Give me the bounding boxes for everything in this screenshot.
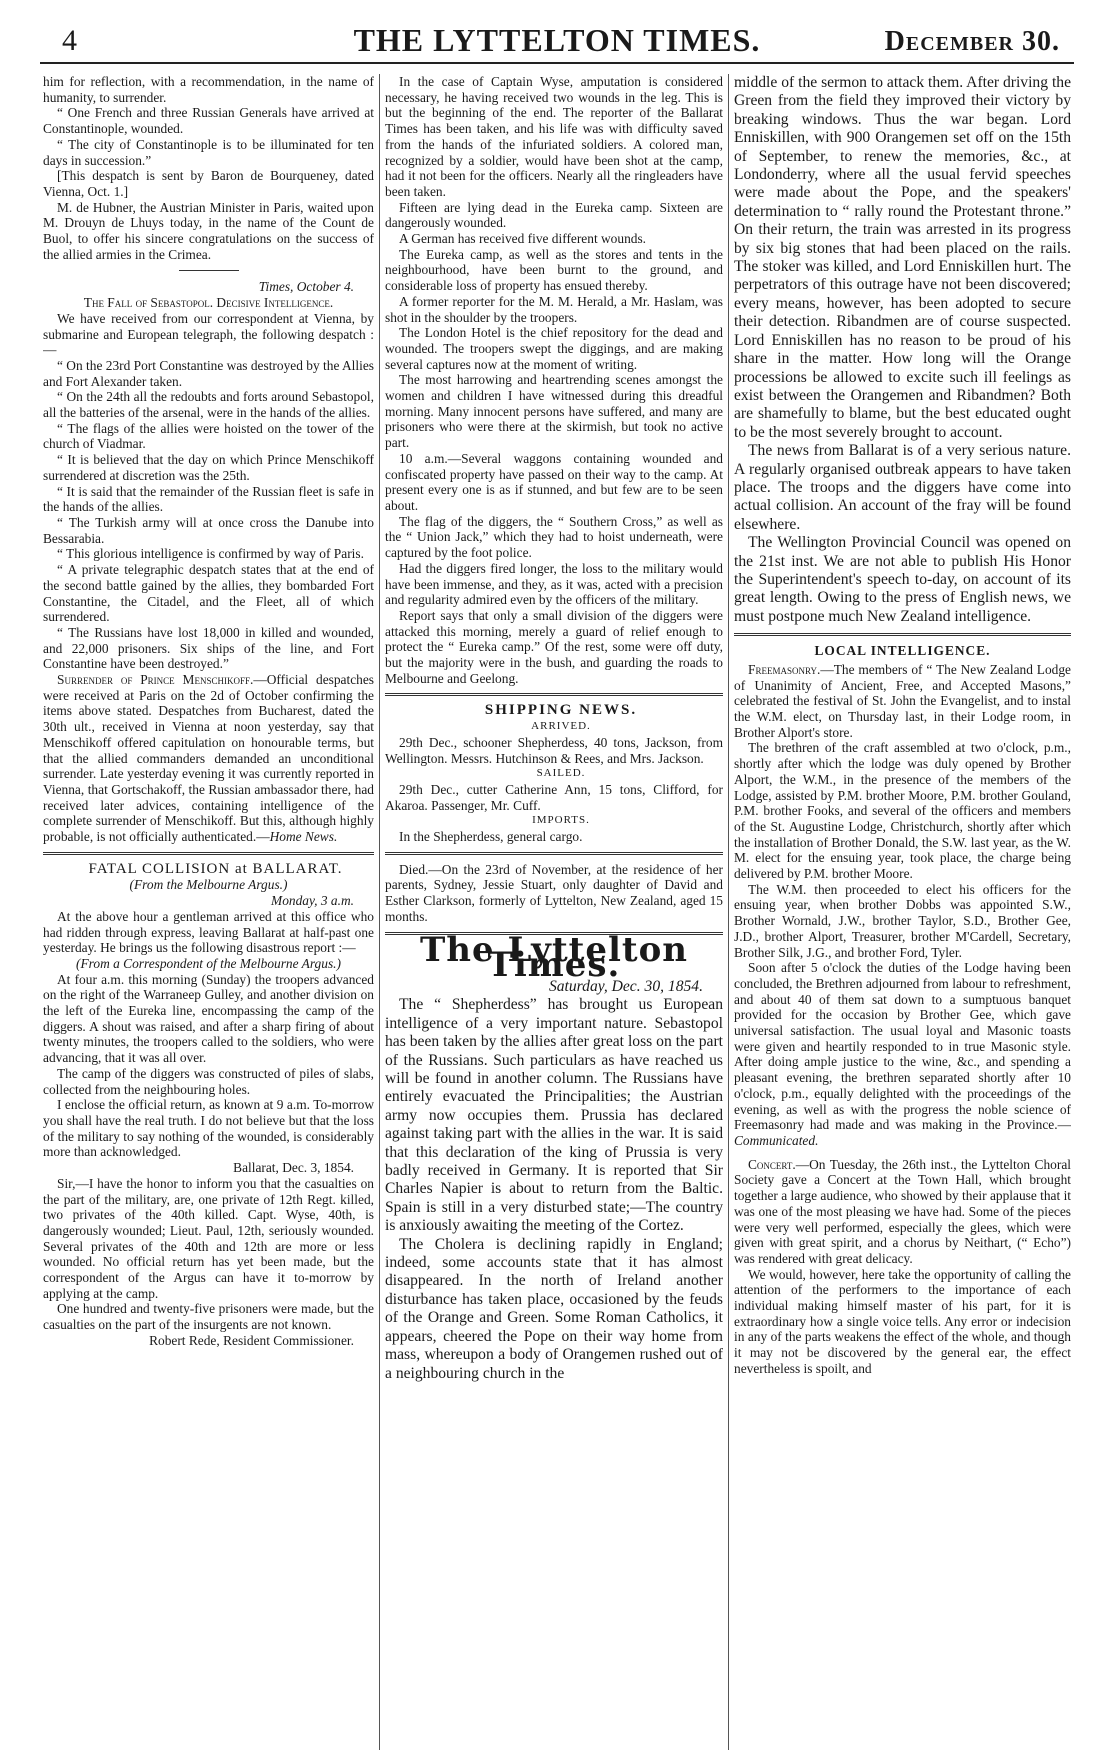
paragraph: One hundred and twenty-five prisoners were made, but the casualties on the part of the insurgents are not known.: [43, 1301, 374, 1333]
paragraph: middle of the sermon to attack them. After driving the Green from the field they improved their victory by breaking windows. Thus the war began. Lord Enniskillen, with 900 Orangemen set off on the 15th of September, to renew the memories, &c., at Londonderry, where all the usual fervid speeches were made about the Pope, and the speakers' determination to “ rally round the Protestant throne.” On their return, the train was arrested in its progress by six big stones that had been placed on the rails. The stoker was killed, and Lord Enniskillen hurt. The perpetrators of this outrage have not been discovered; every means, however, has been adopted to secure their detection. Ribandmen are of course suspected. Lord Enniskillen has no reason to be proud of his share in the matter. How long will the Orange processions be allowed to excite such ill feelings as exist between the Orangemen and Ribandmen? Both are shamefully to blame, but the best educated ought to be the most severely brought to account.: [734, 74, 1071, 441]
paragraph: “ It is said that the remainder of the Russian fleet is safe in the hands of the allies.: [43, 483, 374, 515]
divider: [179, 270, 239, 271]
section-heading: LOCAL INTELLIGENCE.: [814, 643, 991, 659]
paragraph-text: —Official despatches were received at Paris on the 2d of October confirming the items above stated. Despatches from Bucharest, dated the 30th ult., received in Vienna at noon yesterday, say that Menschikoff offered capitulation on honourable terms, but that the allied commanders demanded an unconditional surrender. Late yesterday evening it was currently reported in Vienna, that Gortschakoff, the Russian ambassador there, had received later advices, containing intelligence of the complete surrender of Menschikoff. But this, although highly probable, is not officially authenticated.—: [43, 672, 374, 845]
paragraph-text: —On Tuesday, the 26th inst., the Lyttelton Choral Society gave a Concert at the Town Hall, which brought together a large audience, who showed by their applause that it was one of the most pleasing we have had. Some of the pieces were very well performed, especially the glees, which were given with great spirit, and a chorus by Neithart, (“ Echo”) was rendered with great delicacy.: [734, 1156, 1071, 1266]
paragraph: Had the diggers fired longer, the loss to the military would have been immense, and they, as it was, acted with a precision and regularity admired even by the officers of the military.: [385, 560, 723, 608]
subsection-label: SAILED.: [536, 767, 586, 780]
paragraph: “ It is believed that the day on which Prince Menschikoff surrendered at discretion was the 25th.: [43, 452, 374, 483]
paragraph: M. de Hubner, the Austrian Minister in Paris, waited upon M. Drouyn de Lhuys today, in the name of the Count de Buol, to offer his sincere congratulations on the success of the allied armies in the Crimea.: [43, 199, 374, 262]
paragraph: “ This glorious intelligence is confirmed by way of Paris.: [57, 546, 364, 562]
paragraph: 29th Dec., cutter Catherine Ann, 15 tons, Clifford, for Akaroa. Passenger, Mr. Cuff.: [385, 781, 723, 813]
paragraph: him for reflection, with a recommendation, in the name of humanity, to surrender.: [43, 74, 374, 105]
paragraph: At the above hour a gentleman arrived at this office who had ridden through express, leaving Ballarat at half-past one yesterday. He brings us the following disastrous report :—: [43, 908, 374, 956]
paragraph: “ The flags of the allies were hoisted on the tower of the church of Viadmar.: [43, 420, 374, 452]
paragraph: 10 a.m.—Several waggons containing wounded and confiscated property have passed on their way to the camp. At present every one is as if stunned, and but few are to be seen about.: [385, 450, 723, 513]
paragraph: A German has received five different wounds.: [399, 231, 647, 247]
paragraph: The news from Ballarat is of a very serious nature. A regularly organised outbreak appears to have taken place. The troops and the diggers have come into actual collision. An account of the fray will be found elsewhere.: [734, 442, 1071, 533]
issue-date: December 30.: [884, 26, 1060, 57]
paragraph: Fifteen are lying dead in the Eureka camp. Sixteen are dangerously wounded.: [385, 199, 723, 231]
divider: [385, 852, 723, 855]
column-rule: [379, 74, 380, 1750]
paragraph: In the case of Captain Wyse, amputation is considered necessary, he having received two wounds in the leg. This is but the beginning of the end. The reporter of the Ballarat Times has been taken, and his life was with difficulty saved from the hands of the infuriated soldiers. A colored man, recognized by a soldier, would have been shot at the camp, had it not been for the officers. Nearly all the ringleaders have been taken.: [385, 74, 723, 199]
column-left: [43, 74, 374, 1750]
column-middle: [385, 74, 723, 1750]
run-in-heading: Concert.: [748, 1156, 796, 1172]
column-rule: [728, 74, 729, 1750]
run-in-heading: Freemasonry.: [748, 661, 821, 677]
paragraph: The W.M. then proceeded to elect his officers for the ensuing year, when brother Dobbs was appointed S.W., Brother Wornald, J.W., brother Taylor, S.D., Brother Gee, J.D., brother Alport, Treasurer, brother M'Cardell, Secretary, Brother Silk, J.G., and brother Ford, Tyler.: [734, 881, 1071, 960]
paragraph: A former reporter for the M. M. Herald, a Mr. Haslam, was shot in the shoulder by the troopers.: [385, 293, 723, 325]
signature: Robert Rede, Resident Commissioner.: [149, 1332, 354, 1348]
paragraph: [734, 960, 1071, 1148]
paragraph: At four a.m. this morning (Sunday) the troopers advanced on the right of the Warraneep Gulley, and another division on the left of the Eureka line, encompassing the camp of the diggers. A shout was raised, and after a sharp firing of about twenty minutes, the troopers called to the soldiers, who were advancing, that it was all over.: [43, 971, 374, 1066]
section-heading: SHIPPING NEWS.: [484, 702, 638, 719]
paragraph: The “ Shepherdess” has brought us European intelligence of a very important nature. Sebastopol has been taken by the allies after great loss on the part of the Russians. Such particulars as have reached us will be found in another column. The Russians have entirely evacuated the Principalities; the Austrian army now occupies them. Prussia has declared against taking part with the allies in the war. It is said that this declaration of the king of Prussia is very badly received in Germany. It is reported that Sir Charles Napier is about to return from the Baltic. Spain is still in a very disturbed state;—The country is anxiously awaiting the meeting of the Cortez.: [385, 996, 723, 1235]
editorial-title: The Lyttelton Times.: [420, 929, 688, 986]
paragraph: [43, 672, 374, 845]
section-heading: The Fall of Sebastopol. Decisive Intelligence.: [83, 295, 334, 311]
section-subheading: (From a Correspondent of the Melbourne Argus.): [76, 955, 341, 971]
paragraph: The Cholera is declining rapidly in England; indeed, some accounts state that it has almost disappeared. In the north of Ireland another disturbance has taken place, occasioned by the feuds of the Orange and Green. Some Roman Catholics, it appears, cheered the Pope on their way home from mass, whereupon a body of Orangemen rushed out of a neighbouring church in the: [385, 1235, 723, 1382]
paragraph: We would, however, here take the opportunity of calling the attention of the performers to the importance of each individual making himself master of his part, for it is extraordinary how a single voice tells. Any error or indecision in any of the parts weakens the effect of the whole, and though it may not be discovered by the general ear, the effect nevertheless is spoilt, and: [734, 1266, 1071, 1376]
divider: [734, 633, 1071, 636]
subsection-label: IMPORTS.: [532, 814, 590, 827]
paragraph: “ The Russians have lost 18,000 in killed and wounded, and 22,000 prisoners. Six ships of the line, and Fort Constantine have been destroyed.”: [43, 624, 374, 672]
paragraph: The most harrowing and heartrending scenes amongst the women and children I have witnessed during this dreadful morning. Many innocent persons have suffered, and many are prisoners who were there at the skirmish, but took no active part.: [385, 372, 723, 451]
paragraph: Died.—On the 23rd of November, at the residence of her parents, Sydney, Jessie Stuart, only daughter of David and Esther Clarkson, formerly of Lyttelton, New Zealand, aged 15 months.: [385, 861, 723, 924]
paragraph: I enclose the official return, as known at 9 a.m. To-morrow you shall have the real truth. I do not believe but that the loss of the military to say nothing of the wounded, is considerably more than acknowledged.: [43, 1097, 374, 1160]
divider: [385, 693, 723, 696]
dateline: Ballarat, Dec. 3, 1854.: [233, 1160, 354, 1176]
source-credit: Home News.: [269, 829, 338, 845]
section-subheading: (From the Melbourne Argus.): [129, 877, 288, 893]
paragraph-text: Soon after 5 o'clock the duties of the Lodge having been concluded, the Brethren adjourned from labour to refreshment, and about 40 of them sat down to a sumptuous banquet provided for the occasion by Brother Gee, which gave universal satisfaction. The usual loyal and Masonic toasts were given and heartily responded to in true Masonic style. After doing ample justice to the wine, &c., and spending a pleasant evening, the brethren separated shortly after 10 o'clock, p.m., equally delighted with the proceedings of the evening, as well as with the progress the noble science of Freemasonry had made and was making in the Province.—: [734, 960, 1071, 1133]
paragraph: “ On the 23rd Port Constantine was destroyed by the Allies and Fort Alexander taken.: [43, 357, 374, 389]
subsection-label: ARRIVED.: [531, 720, 591, 733]
dateline: Saturday, Dec. 30, 1854.: [548, 977, 703, 995]
paragraph-text: —The members of “ The New Zealand Lodge of Unanimity of Ancient, Free, and Accepted Masons,” celebrated the festival of St. John the Evangelist, and to instal the W.M. elect, on Thursday last, in their Lodge room, in Brother Alport's store.: [734, 661, 1071, 740]
paragraph: “ One French and three Russian Generals have arrived at Constantinople, wounded.: [43, 105, 374, 137]
section-heading: FATAL COLLISION at BALLARAT.: [88, 860, 343, 877]
dateline: Times, October 4.: [258, 279, 354, 295]
paragraph: [This despatch is sent by Baron de Bourqueney, dated Vienna, Oct. 1.]: [43, 168, 374, 199]
paragraph: Report says that only a small division of the diggers were attacked this morning, merely a guard of relief enough to protect the “ Eureka camp.” Of the rest, some were off duty, but the majority were in the bush, and guarding the roads to Melbourne and Geelong.: [385, 607, 723, 686]
paragraph: We have received from our correspondent at Vienna, by submarine and European telegraph, the following despatch :—: [43, 310, 374, 358]
column-right: [734, 74, 1071, 1750]
paragraph: [734, 1157, 1071, 1267]
divider: [43, 852, 374, 855]
paragraph: In the Shepherdess, general cargo.: [399, 829, 583, 845]
paragraph: The Wellington Provincial Council was opened on the 21st inst. We are not able to publish His Honor the Superintendent's speech to-day, on account of its great length. Owing to the press of English news, we must postpone much New Zealand intelligence.: [734, 534, 1071, 625]
paragraph: 29th Dec., schooner Shepherdess, 40 tons, Jackson, from Wellington. Messrs. Hutchinson & Rees, and Mrs. Jackson.: [385, 734, 723, 766]
source-credit: Communicated.: [734, 1132, 819, 1148]
paragraph: “ The city of Constantinople is to be illuminated for ten days in succession.”: [43, 136, 374, 168]
paragraph: Sir,—I have the honor to inform you that the casualties on the part of the military, are, one private of 12th Regt. killed, two privates of the 40th killed. Capt. Wyse, 40th, is dangerously wounded; Lieut. Paul, 12th, seriously wounded. Several privates of the 40th and 12th are more or less wounded. No official return has yet been made, but the correspondent of the Argus can have it to-morrow by applying at the camp.: [43, 1175, 374, 1301]
paragraph: The flag of the diggers, the “ Southern Cross,” as well as the “ Union Jack,” which they had to hoist underneath, were captured by the foot police.: [385, 513, 723, 561]
paragraph: “ A private telegraphic despatch states that at the end of the second battle gained by the allies, they bombarded Fort Constantine, the Citadel, and the Fleet, all of which surrendered.: [43, 562, 374, 625]
page-number: 4: [62, 24, 77, 57]
paragraph: “ On the 24th all the redoubts and forts around Sebastopol, all the batteries of the arsenal, were in the hands of the allies.: [43, 389, 374, 421]
masthead: [40, 18, 1074, 64]
paragraph: The London Hotel is the chief repository for the dead and wounded. The troopers swept the diggings, and are making several captures now at the moment of writing.: [385, 325, 723, 372]
paragraph: The brethren of the craft assembled at two o'clock, p.m., shortly after which the lodge was duly opened by Brother Alport, the W.M., in the presence of the members of the Lodge, assisted by P.M. brother Moore, P.M. brother Gouland, P.M. brother Fooks, and several of the officers and members of the St. Augustine Lodge, Christchurch, shortly after which the installation of Brother Donald, the S.W. last year, as the W. M. elect for the ensuing year, took place, the charge being delivered by P.M. brother Moore.: [734, 740, 1071, 882]
paragraph: “ The Turkish army will at once cross the Danube into Bessarabia.: [43, 514, 374, 546]
newspaper-title: THE LYTTELTON TIMES.: [353, 22, 761, 58]
dateline: Monday, 3 a.m.: [271, 893, 354, 909]
paragraph: [734, 662, 1071, 741]
paragraph: The camp of the diggers was constructed of piles of slabs, collected from the neighbouring holes.: [43, 1065, 374, 1097]
paragraph: The Eureka camp, as well as the stores and tents in the neighbourhood, have been burnt to the ground, and considerable loss of property has ensued thereby.: [385, 246, 723, 294]
run-in-heading: Surrender of Prince Menschikoff.: [57, 672, 254, 688]
